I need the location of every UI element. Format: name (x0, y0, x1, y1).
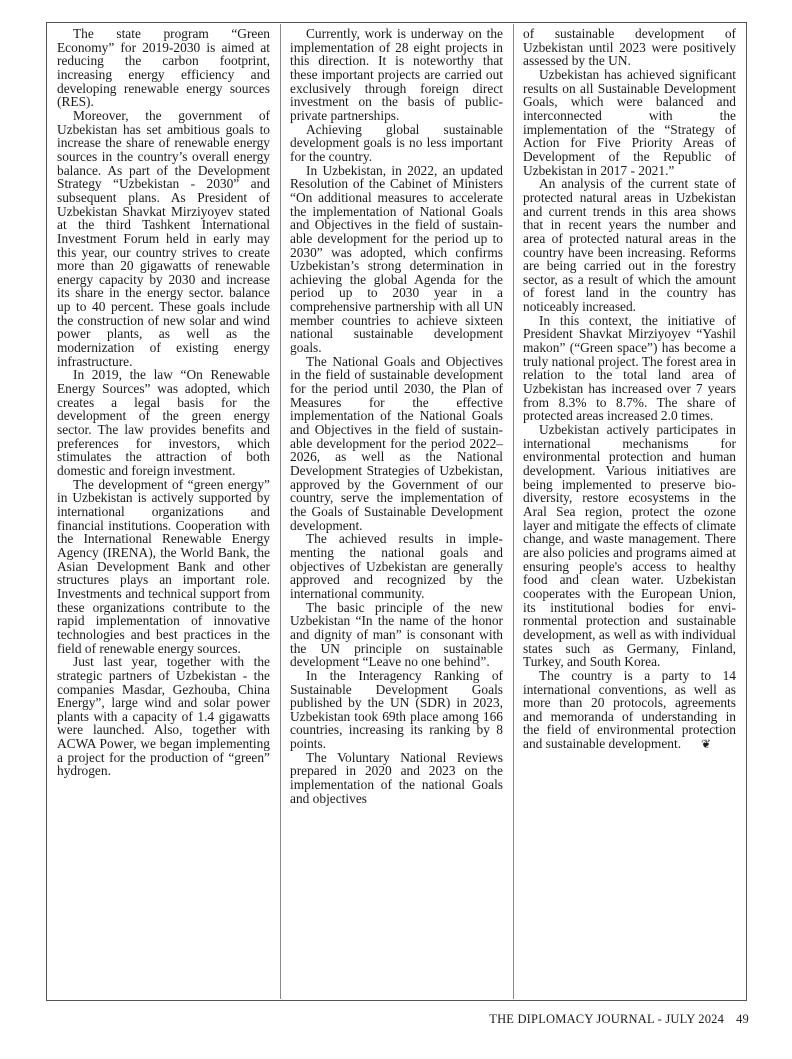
paragraph: The basic principle of the new Uzbekistan “In the name of the honor and dignity of man” is consonant with the UN principle on sustainable development “Leave no one behind”. (290, 599, 503, 670)
paragraph: Just last year, together with the strategic partners of Uzbekistan - the companies Masdar, Gezhouba, China Energy”, large wind and solar power plants with a capacity of 1.4 gigawatts were launched. Also, together with ACWA Power, we began implementing a project for the production of “green” hydrogen. (57, 654, 270, 779)
article-column-3 (523, 27, 736, 752)
final-paragraph (523, 669, 736, 752)
paragraph: The state program “Green Economy” for 2019-2030 is aimed at reducing the carbon footprint, increasing energy efficiency and developing renewable energy sources (RES). (57, 26, 270, 110)
ornament-end-icon: ❦ (701, 737, 712, 752)
paragraph: An analysis of the current state of protected natural areas in Uzbekistan and current trends in this area shows that in recent years the number and area of protected natural areas in the country have been increasing. Reforms are being carried out in the forestry sector, as a result of which the amount of forest land in the country has noticeably increased. (523, 176, 736, 315)
page-footer (489, 1012, 749, 1027)
paragraph: Achieving global sustainable development goals is no less important for the country. (290, 121, 503, 164)
paragraph: In this context, the initiative of President Shavkat Mirziyoyev “Yashil makon” (“Green space”) has become a truly national project. The forest area in relation to the total land area of Uzbekistan has increased over 7 years from 8.3% to 8.7%. The share of protected areas increased 2.0 times. (523, 312, 736, 424)
paragraph: Uzbekistan actively participates in international mechanisms for environmental protection and human development. Various initiatives are being implemented to preserve biodiversity, restore ecosystems in the Aral Sea region, protect the ozone layer and mitigate the effects of climate change, and waste management. There are also policies and programs aimed at ensuring people's access to healthy food and clean water. Uzbekistan cooperates with the European Union, its institutional bodies for environmental protection and sustainable development, as well as with individual states such as Germany, Finland, Turkey, and South Korea. (523, 422, 736, 670)
paragraph-continuation: of sustainable development of Uzbekistan until 2023 were positively assessed by the UN. (523, 26, 736, 69)
column-divider (513, 24, 514, 999)
paragraph: The development of “green energy” in Uzbekistan is actively supported by international organizations and financial institutions. Cooperation with the International Renewable Energy Agency (IRENA), the World Bank, the Asian Development Bank and other structures plays an important role. Investments and technical support from these organizations contribute to the rapid implementation of innovative technologies and best practices in the field of renewable energy sources. (57, 476, 270, 656)
article-column-2 (290, 27, 503, 805)
page-number: 49 (736, 1012, 749, 1026)
paragraph: Uzbekistan has achieved significant results on all Sustainable Development Goals, which were balanced and interconnected with the implementation of the “Strategy of Action for Five Priority Areas of Development of the Republic of Uzbekistan in 2017 - 2021.” (523, 66, 736, 178)
article-column-1 (57, 27, 270, 778)
paragraph: The achieved results in implementing the national goals and objectives of Uzbekistan are generally approved and recognized by the international community. (290, 531, 503, 601)
publication-name: THE DIPLOMACY JOURNAL - JULY 2024 (489, 1012, 725, 1026)
paragraph: In Uzbekistan, in 2022, an updated Resolution of the Cabinet of Ministers “On additional measures to accelerate the implementation of National Goals and Objectives in the field of sustainable development for the period up to 2030” was adopted, which confirms Uzbekistan’s strong determination in achieving the global Agenda for the period up to 2030 year in a comprehensive partnership with all UN member countries to achieve sixteen national sustainable development goals. (290, 162, 503, 356)
paragraph: The Voluntary National Reviews prepared in 2020 and 2023 on the implementation of the national Goals and objectives (290, 749, 503, 806)
paragraph: In 2019, the law “On Renewable Energy Sources” was adopted, which creates a legal basis for the development of the green energy sector. The law provides benefits and preferences for investors, which stimulates the attraction of both domestic and foreign investment. (57, 367, 270, 478)
paragraph: Currently, work is underway on the implementation of 28 eight projects in this direction. It is noteworthy that these important projects are carried out exclusively through foreign direct investment on the basis of public-private partnerships. (290, 26, 503, 123)
final-paragraph-text: The country is a party to 14 international conventions, as well as more than 20 protocols, agreements and memoranda of understanding in the field of environmental protection and sustainable development. (523, 667, 736, 752)
paragraph: Moreover, the government of Uzbekistan has set ambitious goals to increase the share of renewable energy sources in the country’s overall energy balance. As part of the Development Strategy “Uzbekistan - 2030” and subsequent plans. As President of Uzbekistan Shavkat Mirziyoyev stated at the third Tashkent International Investment Forum held in early may this year, our country strives to create more than 20 gigawatts of renewable energy capacity by 2030 and increase its share in the energy sector. balance up to 40 percent. These goals include the construction of new solar and wind power plants, as well as the modernization of existing energy infrastructure. (57, 107, 270, 369)
column-divider (280, 24, 281, 999)
paragraph: In the Interagency Ranking of Sustainable Development Goals published by the UN (SDR) in 2023, Uzbekistan took 69th place among 166 countries, increasing its ranking by 8 points. (290, 667, 503, 752)
paragraph: The National Goals and Objectives in the field of sustainable development for the period until 2030, the Plan of Measures for the effective implementation of the National Goals and Objectives in the field of sustainable development for the period 2022–2026, as well as the National Development Strategies of Uzbekistan, approved by the Government of our country, serve the implementation of the Goals of Sustainable Development development. (290, 353, 503, 533)
